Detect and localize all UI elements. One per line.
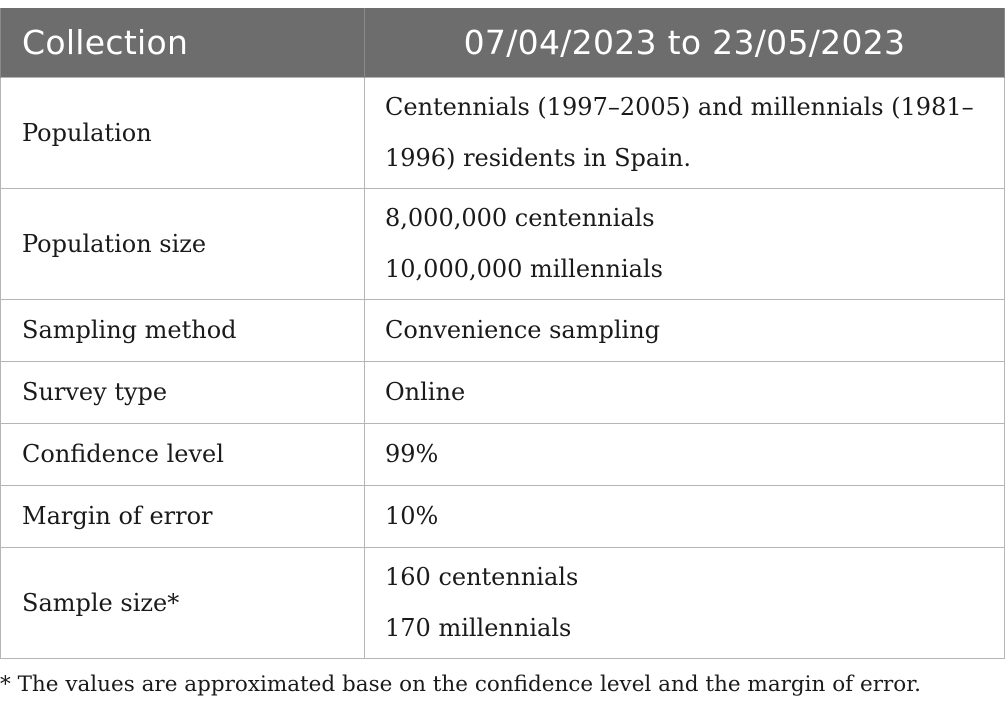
table-row <box>1 189 1005 300</box>
value-line: 10,000,000 millennials <box>385 255 663 283</box>
row-label: Confidence level <box>1 424 365 486</box>
value-line: Centennials (1997–2005) and millennials (1981– <box>385 93 974 121</box>
header-collection: Collection <box>1 8 365 78</box>
value-line: 1996) residents in Spain. <box>385 144 691 172</box>
row-label: Margin of error <box>1 486 365 548</box>
row-label: Sample size* <box>1 548 365 659</box>
value-line: 160 centennials <box>385 563 579 591</box>
table-row <box>1 548 1005 659</box>
row-label: Sampling method <box>1 300 365 362</box>
row-value <box>365 424 1005 486</box>
table-row <box>1 424 1005 486</box>
row-value <box>365 548 1005 659</box>
row-label: Population <box>1 78 365 189</box>
row-value <box>365 486 1005 548</box>
value-line: 99% <box>385 440 439 468</box>
value-line: Online <box>385 378 466 406</box>
row-value <box>365 189 1005 300</box>
survey-table-container <box>0 8 1004 659</box>
row-value <box>365 78 1005 189</box>
value-line: 10% <box>385 502 439 530</box>
value-line: 170 millennials <box>385 614 572 642</box>
survey-table <box>0 8 1005 659</box>
header-date-range: 07/04/2023 to 23/05/2023 <box>365 8 1005 78</box>
row-label: Population size <box>1 189 365 300</box>
table-header-row <box>1 8 1005 78</box>
table-row <box>1 486 1005 548</box>
row-value <box>365 362 1005 424</box>
value-line: Convenience sampling <box>385 316 661 344</box>
row-label: Survey type <box>1 362 365 424</box>
table-footnote: * The values are approximated base on the confidence level and the margin of error. <box>0 672 921 697</box>
row-value <box>365 300 1005 362</box>
table-row <box>1 78 1005 189</box>
value-line: 8,000,000 centennials <box>385 204 655 232</box>
table-row <box>1 300 1005 362</box>
table-row <box>1 362 1005 424</box>
